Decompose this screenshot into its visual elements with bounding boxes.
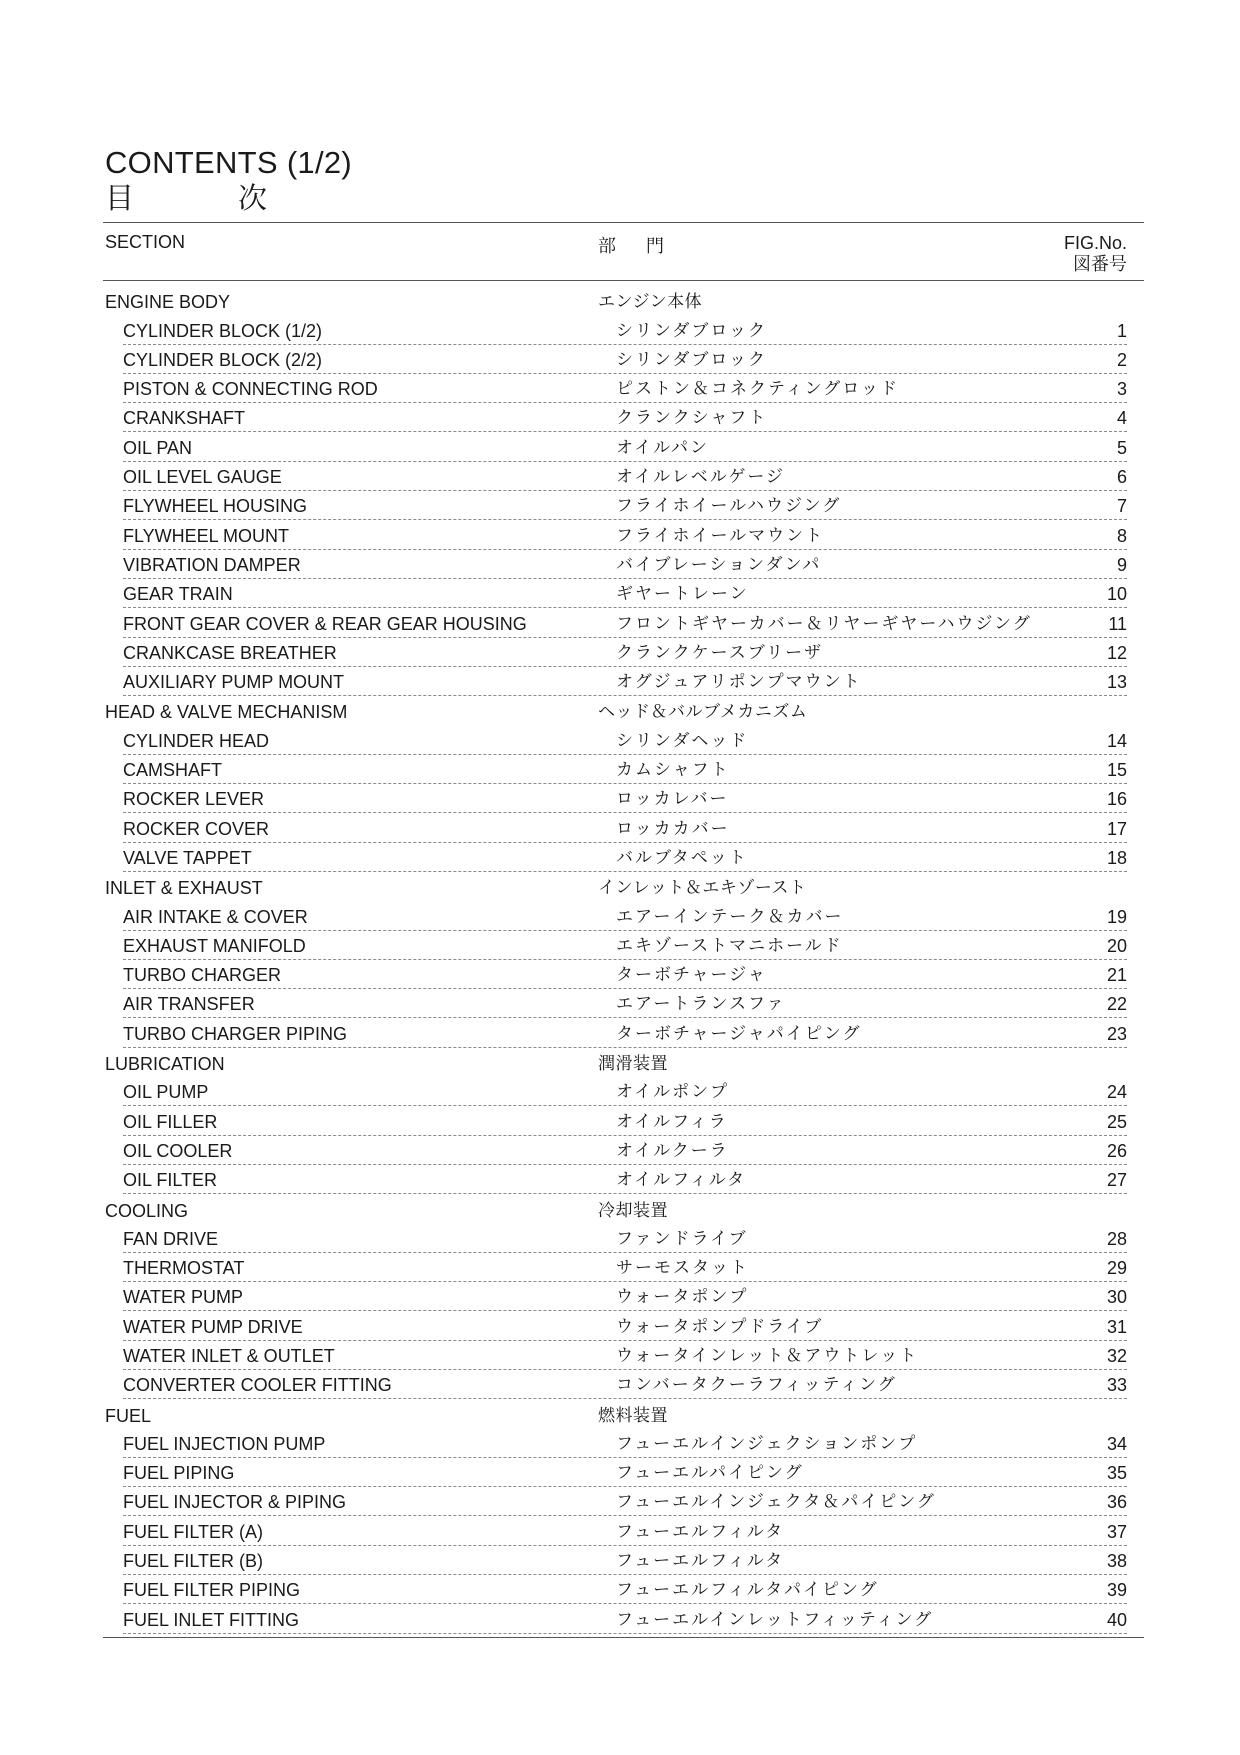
item-name-jp: ウォータインレット＆アウトレット — [616, 1345, 919, 1366]
item-name-jp: ウォータポンプ — [616, 1287, 749, 1308]
item-name: VIBRATION DAMPER — [123, 554, 301, 575]
fig-number: 28 — [1106, 1228, 1127, 1249]
toc-item[interactable] — [123, 1604, 1127, 1633]
section-title-jp: エンジン本体 — [598, 292, 703, 313]
item-name-jp: フロントギヤーカバー＆リヤーギヤーハウジング — [616, 613, 1032, 634]
toc-item[interactable] — [123, 1253, 1127, 1282]
toc-item[interactable] — [123, 1165, 1127, 1194]
section-title: LUBRICATION — [105, 1054, 225, 1075]
item-name-jp: クランクケースブリーザ — [616, 642, 824, 663]
item-name: CYLINDER HEAD — [123, 730, 270, 751]
title-english: CONTENTS (1/2) — [105, 145, 353, 180]
fig-number: 1 — [1116, 320, 1127, 341]
section-row — [105, 872, 1127, 901]
item-name: AIR INTAKE & COVER — [123, 906, 308, 927]
toc-item[interactable] — [123, 989, 1127, 1018]
toc-item[interactable] — [123, 315, 1127, 344]
item-name: EXHAUST MANIFOLD — [123, 935, 306, 956]
item-name: THERMOSTAT — [123, 1258, 245, 1279]
item-name: FUEL FILTER (B) — [123, 1551, 264, 1572]
item-name-jp: クランクシャフト — [616, 408, 768, 429]
toc-item[interactable] — [123, 579, 1127, 608]
fig-number: 29 — [1106, 1258, 1127, 1279]
item-name: VALVE TAPPET — [123, 847, 252, 868]
toc-item[interactable] — [123, 931, 1127, 960]
item-name: CRANKCASE BREATHER — [123, 642, 337, 663]
fig-number: 12 — [1106, 642, 1127, 663]
item-name-jp: フューエルインジェクタ＆パイピング — [616, 1492, 936, 1513]
item-name-jp: ウォータポンプドライブ — [616, 1316, 824, 1337]
toc-item[interactable] — [123, 432, 1127, 461]
fig-number: 34 — [1106, 1433, 1127, 1454]
item-name-jp: オイルレベルゲージ — [616, 467, 786, 488]
fig-number: 27 — [1106, 1170, 1127, 1191]
toc-item[interactable] — [123, 960, 1127, 989]
toc-item[interactable] — [123, 755, 1127, 784]
fig-number: 39 — [1106, 1580, 1127, 1601]
item-name-jp: フューエルフィルタ — [616, 1551, 785, 1572]
fig-number: 16 — [1106, 789, 1127, 810]
item-name: FUEL INJECTOR & PIPING — [123, 1492, 347, 1513]
item-name-jp: バイブレーションダンパ — [616, 554, 822, 575]
section-title: COOLING — [105, 1200, 189, 1221]
item-name: OIL COOLER — [123, 1140, 233, 1161]
item-name: WATER PUMP DRIVE — [123, 1316, 303, 1337]
item-name: ROCKER LEVER — [123, 789, 265, 810]
item-name-jp: カムシャフト — [616, 760, 730, 781]
item-name: FUEL FILTER (A) — [123, 1521, 264, 1542]
fig-number: 30 — [1106, 1287, 1127, 1308]
toc-item[interactable] — [123, 1018, 1127, 1047]
item-name: ROCKER COVER — [123, 818, 270, 839]
toc-item[interactable] — [123, 1458, 1127, 1487]
item-name-jp: フライホイールハウジング — [616, 496, 842, 517]
item-name-jp: オグジュアリポンプマウント — [616, 672, 862, 693]
item-name-jp: エアーインテーク＆カバー — [616, 906, 844, 927]
fig-number: 37 — [1106, 1521, 1127, 1542]
title-japanese: 目次 — [105, 181, 372, 215]
item-name-jp: フューエルパイピング — [616, 1463, 804, 1484]
fig-number: 14 — [1106, 730, 1127, 751]
fig-number: 2 — [1116, 349, 1127, 370]
toc-item[interactable] — [123, 1077, 1127, 1106]
toc-item[interactable] — [123, 667, 1127, 696]
item-name-jp: フューエルフィルタパイピング — [616, 1580, 879, 1601]
toc-item[interactable] — [123, 638, 1127, 667]
item-name: PISTON & CONNECTING ROD — [123, 379, 378, 400]
header-fig-no — [1064, 232, 1127, 276]
item-name: TURBO CHARGER — [123, 965, 282, 986]
toc-item[interactable] — [123, 1136, 1127, 1165]
toc-item[interactable] — [123, 901, 1127, 930]
section-row — [105, 1399, 1127, 1428]
section-title: ENGINE BODY — [105, 292, 231, 313]
toc-item[interactable] — [123, 813, 1127, 842]
section-row — [105, 286, 1127, 315]
page-title — [105, 145, 371, 215]
toc-item[interactable] — [123, 608, 1127, 637]
header-section-jp: 部門 — [598, 236, 694, 257]
item-name: FUEL FILTER PIPING — [123, 1580, 301, 1601]
toc-item[interactable] — [123, 1282, 1127, 1311]
item-name-jp: ファンドライブ — [616, 1228, 748, 1249]
toc-item[interactable] — [123, 1429, 1127, 1458]
toc-item[interactable] — [123, 1575, 1127, 1604]
contents-list — [105, 286, 1127, 1634]
fig-number: 26 — [1106, 1140, 1127, 1161]
fig-number: 22 — [1106, 994, 1127, 1015]
item-name-jp: コンバータクーラフィッティング — [616, 1375, 897, 1396]
item-name-jp: ロッカカバー — [616, 818, 730, 839]
item-name: WATER PUMP — [123, 1287, 243, 1308]
section-title-jp: インレット＆エキゾースト — [598, 878, 807, 899]
item-name-jp: シリンダブロック — [616, 320, 767, 341]
fig-number: 4 — [1116, 408, 1127, 429]
toc-item[interactable] — [123, 1106, 1127, 1135]
fig-number: 40 — [1106, 1609, 1127, 1630]
item-name-jp: バルブタペット — [616, 847, 748, 868]
item-name-jp: フライホイールマウント — [616, 525, 825, 546]
fig-number: 10 — [1106, 584, 1127, 605]
section-title: INLET & EXHAUST — [105, 878, 263, 899]
item-name: FLYWHEEL HOUSING — [123, 496, 308, 517]
section-row — [105, 696, 1127, 725]
item-name: CYLINDER BLOCK (1/2) — [123, 320, 323, 341]
section-title: HEAD & VALVE MECHANISM — [105, 702, 348, 723]
item-name: AUXILIARY PUMP MOUNT — [123, 672, 345, 693]
top-rule — [103, 222, 1144, 223]
bottom-rule — [103, 1637, 1144, 1638]
header-fig-no-en: FIG.No. — [1063, 233, 1127, 253]
header-section: SECTION — [105, 232, 186, 252]
toc-item[interactable] — [123, 1370, 1127, 1399]
fig-number: 32 — [1106, 1345, 1127, 1366]
item-name-jp: フューエルインレットフィッティング — [616, 1609, 934, 1630]
item-name: WATER INLET & OUTLET — [123, 1345, 335, 1366]
toc-item[interactable] — [123, 520, 1127, 549]
toc-item[interactable] — [123, 374, 1127, 403]
fig-number: 31 — [1106, 1316, 1127, 1337]
item-name-jp: オイルパン — [616, 437, 709, 458]
toc-item[interactable] — [123, 1341, 1127, 1370]
fig-number: 6 — [1116, 467, 1127, 488]
fig-number: 8 — [1116, 525, 1127, 546]
item-name: FUEL PIPING — [123, 1463, 235, 1484]
fig-number: 15 — [1106, 760, 1127, 781]
section-title-jp: 燃料装置 — [598, 1405, 668, 1426]
item-name-jp: オイルクーラ — [616, 1140, 729, 1161]
item-name-jp: エキゾーストマニホールド — [616, 935, 843, 956]
toc-item[interactable] — [123, 345, 1127, 374]
toc-item[interactable] — [123, 1516, 1127, 1545]
item-name-jp: フューエルフィルタ — [616, 1521, 785, 1542]
item-name: CAMSHAFT — [123, 760, 222, 781]
toc-item[interactable] — [123, 1311, 1127, 1340]
item-name: FAN DRIVE — [123, 1228, 219, 1249]
item-name: OIL PAN — [123, 437, 193, 458]
fig-number: 21 — [1106, 965, 1127, 986]
item-name: FUEL INJECTION PUMP — [123, 1433, 326, 1454]
item-name-jp: ターボチャージャ — [616, 965, 767, 986]
fig-number: 13 — [1106, 672, 1127, 693]
fig-number: 7 — [1116, 496, 1127, 517]
item-name: OIL PUMP — [123, 1082, 209, 1103]
item-name-jp: オイルフィルタ — [616, 1170, 747, 1191]
item-name-jp: サーモスタット — [616, 1258, 749, 1279]
item-name: OIL LEVEL GAUGE — [123, 467, 282, 488]
item-name: FRONT GEAR COVER & REAR GEAR HOUSING — [123, 613, 527, 634]
item-name: CRANKSHAFT — [123, 408, 246, 429]
fig-number: 19 — [1106, 906, 1127, 927]
fig-number: 36 — [1106, 1492, 1127, 1513]
item-name-jp: オイルフィラ — [616, 1111, 728, 1132]
section-row — [105, 1194, 1127, 1223]
section-title-jp: ヘッド＆バルブメカニズム — [598, 702, 808, 723]
section-row — [105, 1048, 1127, 1077]
fig-number: 38 — [1106, 1551, 1127, 1572]
toc-item[interactable] — [123, 462, 1127, 491]
section-title: FUEL — [105, 1405, 152, 1426]
item-name-jp: シリンダブロック — [616, 349, 767, 370]
item-name-jp: ピストン＆コネクティングロッド — [616, 379, 899, 400]
fig-number: 20 — [1106, 935, 1127, 956]
fig-number: 18 — [1106, 847, 1127, 868]
item-name-jp: シリンダヘッド — [616, 730, 749, 751]
item-name: CYLINDER BLOCK (2/2) — [123, 349, 323, 370]
toc-item[interactable] — [123, 1546, 1127, 1575]
toc-item[interactable] — [123, 1224, 1127, 1253]
item-name-jp: エアートランスファ — [616, 994, 786, 1015]
item-name: CONVERTER COOLER FITTING — [123, 1375, 392, 1396]
item-name-jp: ロッカレバー — [616, 789, 729, 810]
toc-item[interactable] — [123, 491, 1127, 520]
fig-number: 11 — [1108, 613, 1127, 634]
fig-number: 17 — [1106, 818, 1127, 839]
item-name: TURBO CHARGER PIPING — [123, 1023, 348, 1044]
toc-item[interactable] — [123, 1487, 1127, 1516]
item-name-jp: ターボチャージャパイピング — [616, 1023, 862, 1044]
fig-number: 9 — [1116, 554, 1127, 575]
item-name: AIR TRANSFER — [123, 994, 255, 1015]
item-name: FLYWHEEL MOUNT — [123, 525, 290, 546]
fig-number: 23 — [1106, 1023, 1127, 1044]
item-name: OIL FILLER — [123, 1111, 218, 1132]
fig-number: 35 — [1106, 1463, 1127, 1484]
toc-item[interactable] — [123, 550, 1127, 579]
item-name: GEAR TRAIN — [123, 584, 233, 605]
fig-number: 5 — [1116, 437, 1127, 458]
fig-number: 3 — [1116, 379, 1127, 400]
item-name-jp: オイルポンプ — [616, 1082, 730, 1103]
section-title-jp: 冷却装置 — [598, 1200, 668, 1221]
header-fig-no-jp: 図番号 — [1073, 254, 1127, 275]
section-title-jp: 潤滑装置 — [598, 1054, 668, 1075]
item-name: FUEL INLET FITTING — [123, 1609, 300, 1630]
item-name-jp: フューエルインジェクションポンプ — [616, 1433, 918, 1454]
fig-number: 24 — [1106, 1082, 1127, 1103]
fig-number: 33 — [1106, 1375, 1127, 1396]
toc-item[interactable] — [123, 843, 1127, 872]
toc-item[interactable] — [123, 784, 1127, 813]
toc-item[interactable] — [123, 403, 1127, 432]
toc-item[interactable] — [123, 725, 1127, 754]
item-name: OIL FILTER — [123, 1170, 218, 1191]
fig-number: 25 — [1106, 1111, 1127, 1132]
item-name-jp: ギヤートレーン — [616, 584, 749, 605]
table-header — [105, 229, 1127, 281]
header-rule — [103, 280, 1144, 281]
